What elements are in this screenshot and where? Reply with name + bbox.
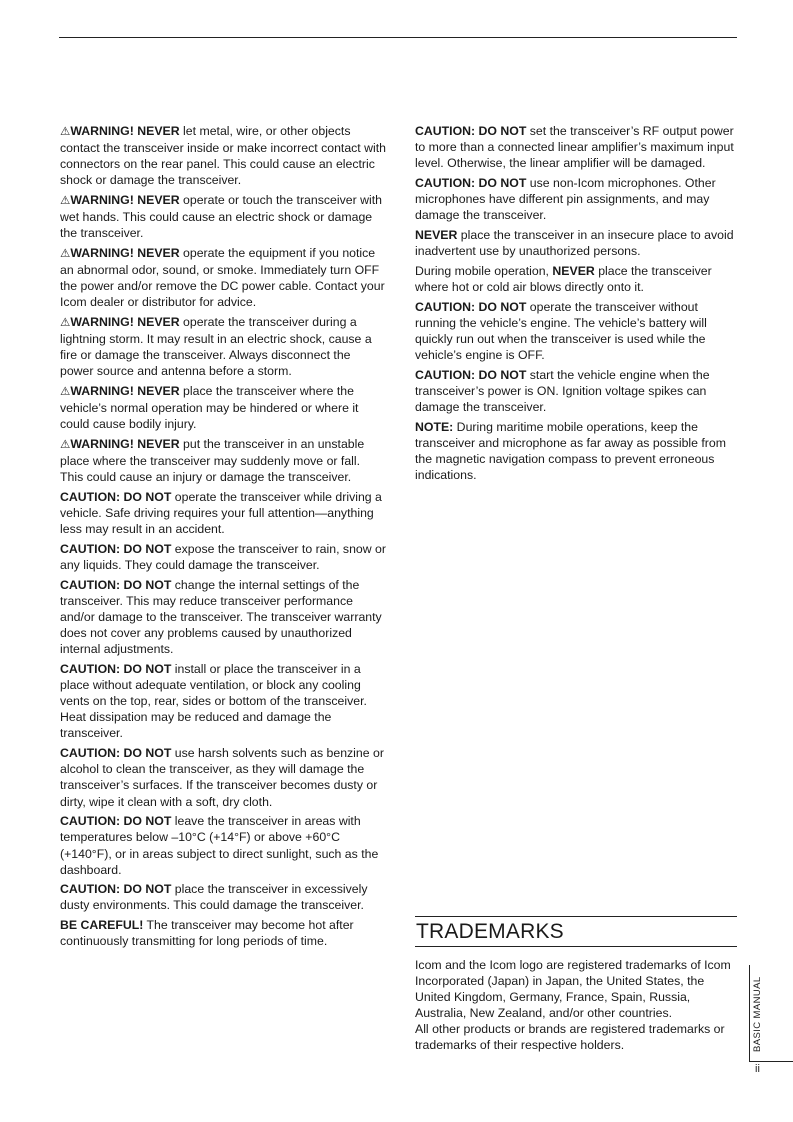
safety-item-text: The transceiver may become hot after continuously transmitting for long periods of time. <box>60 918 354 949</box>
safety-item-lead: CAUTION: DO NOT <box>60 490 172 505</box>
safety-item-lead: CAUTION: DO NOT <box>415 175 527 190</box>
safety-item-text: place the transceiver where the vehicle’s normal operation may be hindered or where it could cause bodily injury. <box>60 384 359 432</box>
safety-item <box>60 813 386 877</box>
safety-item <box>415 227 737 259</box>
safety-item <box>60 383 386 432</box>
section-side-label: BASIC MANUAL <box>752 976 763 1052</box>
safety-item <box>60 661 386 741</box>
side-rule-vertical <box>749 965 750 1061</box>
safety-item-lead: WARNING! NEVER <box>70 124 180 138</box>
safety-item-lead: CAUTION: DO NOT <box>415 124 527 138</box>
safety-item-text: place the transceiver in excessively dusty environments. This could damage the transceiver. <box>60 882 368 913</box>
safety-item-text: operate the transceiver without running the vehicle’s engine. The vehicle’s battery will quickly run out when the transceiver is used while the vehicle’s engine is OFF. <box>415 299 707 362</box>
safety-item-text: operate the equipment if you notice an abnormal odor, sound, or smoke. Immediately turn OFF the power and/or remove the DC power cable. Contact your Icom dealer or distributor for advice. <box>60 246 385 310</box>
safety-item-lead: WARNING! NEVER <box>70 437 180 452</box>
safety-item <box>60 123 386 188</box>
safety-item-text: leave the transceiver in areas with temperatures below –10°C (+14°F) or above +60°C (+140°F), or in areas subject to direct sunlight, such as the dashboard. <box>60 814 379 877</box>
safety-item <box>415 367 737 415</box>
right-column <box>415 123 737 487</box>
trademarks-body <box>415 957 737 1054</box>
trademarks-rule-bottom <box>415 946 737 947</box>
safety-item-lead: WARNING! NEVER <box>70 315 180 330</box>
safety-item <box>415 263 737 295</box>
safety-item <box>60 745 386 809</box>
safety-item-lead: CAUTION: DO NOT <box>60 577 172 592</box>
safety-item-lead: NEVER <box>415 227 458 242</box>
safety-item-lead: CAUTION: DO NOT <box>60 882 172 897</box>
safety-item-text: use harsh solvents such as benzine or alcohol to clean the transceiver, as they will damage the transceiver’s surfaces. If the transceiver becomes dusty or dirty, wipe it clean with a soft, dry cloth. <box>60 746 384 809</box>
safety-item-lead: CAUTION: DO NOT <box>60 542 172 557</box>
safety-item <box>60 245 386 310</box>
safety-item-text: start the vehicle engine when the transceiver’s power is ON. Ignition voltage spikes can damage the transceiver. <box>415 367 710 414</box>
trademarks-paragraph: Icom and the Icom logo are registered trademarks of Icom Incorporated (Japan) in Japan, the United States, the United Kingdom, Germany, France, Spain, Russia, Australia, New Zealand, and/or other countries. <box>415 958 731 1021</box>
safety-item-text: expose the transceiver to rain, snow or any liquids. They could damage the transceiver. <box>60 542 386 573</box>
side-rule-horizontal <box>749 1061 793 1062</box>
safety-item <box>60 541 386 573</box>
page-number: ii <box>755 1063 760 1075</box>
trademarks-section <box>415 916 737 1054</box>
safety-item <box>415 419 737 483</box>
safety-item <box>415 123 737 171</box>
safety-item <box>60 881 386 913</box>
safety-item-text: install or place the transceiver in a place without adequate ventilation, or block any cooling vents on the top, rear, sides or bottom of the transceiver. Heat dissipation may be reduced and damage the transceiver. <box>60 662 367 741</box>
safety-item-lead: CAUTION: DO NOT <box>415 299 527 314</box>
safety-item-text: operate the transceiver during a lightning storm. It may result in an electric shock, cause a fire or damage the transceiver. Always disconnect the power source and antenna before a storm. <box>60 315 372 379</box>
safety-item-text: use non-Icom microphones. Other microphones have different pin assignments, and may damage the transceiver. <box>415 175 716 223</box>
safety-item-lead: WARNING! NEVER <box>70 384 180 399</box>
safety-item <box>60 577 386 657</box>
warning-triangle-icon: ⚠ <box>60 126 71 138</box>
trademarks-heading: TRADEMARKS <box>416 920 564 943</box>
header-rule <box>59 37 737 38</box>
safety-item-text: During maritime mobile operations, keep the transceiver and microphone as far away as possible from the magnetic navigation compass to prevent erroneous indications. <box>415 419 726 482</box>
safety-item <box>415 299 737 363</box>
safety-item-text: change the internal settings of the transceiver. This may reduce transceiver performance and/or damage to the transceiver. The transceiver warranty does not cover any problems caused by unauthorized internal adjustments. <box>60 577 382 657</box>
safety-item <box>60 917 386 949</box>
safety-item-prefix: During mobile operation, <box>415 263 553 278</box>
safety-item <box>60 314 386 379</box>
safety-item-text: place the transceiver where hot or cold air blows directly onto it. <box>415 263 712 294</box>
safety-item-lead: CAUTION: DO NOT <box>60 746 172 761</box>
safety-item <box>60 436 386 485</box>
trademarks-paragraph: All other products or brands are registered trademarks or trademarks of their respective holders. <box>415 1022 725 1053</box>
safety-item-text: let metal, wire, or other objects contact the transceiver inside or make incorrect contact with connectors on the rear panel. This could cause an electric shock or damage the transceiver. <box>60 124 387 188</box>
left-column <box>60 123 386 953</box>
safety-item-lead: CAUTION: DO NOT <box>60 814 172 829</box>
safety-item-text: operate or touch the transceiver with wet hands. This could cause an electric shock or damage the transceiver. <box>60 193 382 241</box>
safety-item-lead: CAUTION: DO NOT <box>415 367 527 382</box>
safety-item-lead: NEVER <box>552 263 595 278</box>
warning-triangle-icon: ⚠ <box>60 386 71 399</box>
safety-item-text: set the transceiver’s RF output power to more than a connected linear amplifier’s maximum input level. Otherwise, the linear amplifier will be damaged. <box>415 124 734 171</box>
safety-item-lead: WARNING! NEVER <box>70 193 180 208</box>
safety-item-lead: CAUTION: DO NOT <box>60 662 172 677</box>
safety-item <box>415 175 737 223</box>
safety-item <box>60 489 386 537</box>
warning-triangle-icon: ⚠ <box>60 195 71 208</box>
safety-item-lead: NOTE: <box>415 419 454 434</box>
safety-item <box>60 192 386 241</box>
safety-item-text: place the transceiver in an insecure place to avoid inadvertent use by unauthorized persons. <box>415 227 734 259</box>
safety-item-lead: WARNING! NEVER <box>70 246 180 261</box>
safety-item-text: put the transceiver in an unstable place where the transceiver may suddenly move or fall. This could cause an injury or damage the transceiver. <box>60 437 365 485</box>
warning-triangle-icon: ⚠ <box>60 439 71 452</box>
warning-triangle-icon: ⚠ <box>60 248 71 261</box>
safety-item-lead: BE CAREFUL! <box>60 918 144 933</box>
safety-item-text: operate the transceiver while driving a vehicle. Safe driving requires your full attention—anything less may result in an accident. <box>60 490 382 537</box>
warning-triangle-icon: ⚠ <box>60 317 71 330</box>
